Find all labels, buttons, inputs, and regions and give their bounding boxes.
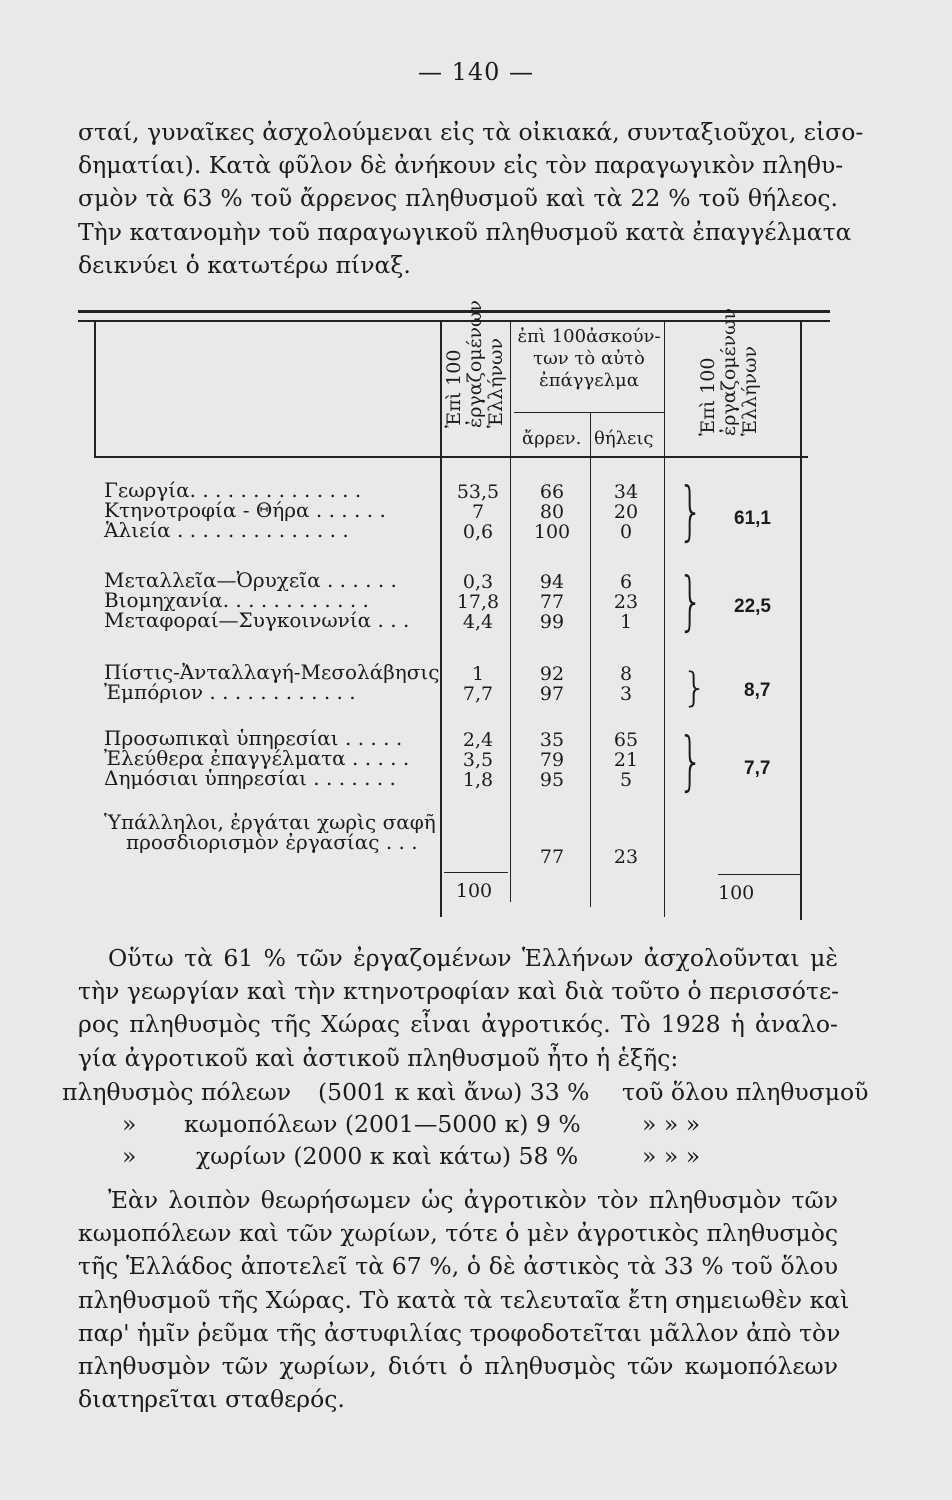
cell-value: 94 <box>539 571 565 593</box>
text-line: πληθυσμοῦ τῆς Χώρας. Τὸ κατὰ τὰ τελευταῖα ἔτη σημειωθὲν καὶ <box>78 1285 850 1314</box>
male-col-group-4 <box>522 730 582 790</box>
male-col-group-2 <box>522 572 582 632</box>
male-col-group-3 <box>522 664 582 704</box>
pct-col-group-3 <box>448 664 508 704</box>
group-grand-total: 100 <box>718 882 755 904</box>
breakdown-suffix: τοῦ ὅλου πληθυσμοῦ <box>622 1078 869 1106</box>
breakdown-label: πληθυσμὸς πόλεων <box>62 1078 292 1106</box>
header-line: Ἐπὶ 100 <box>443 349 465 428</box>
cell-value: 23 <box>613 591 639 613</box>
cell-value: 35 <box>539 729 565 751</box>
breakdown-row <box>62 1076 869 1108</box>
header-line: Ἑλλήνων <box>485 337 507 428</box>
cell-value: 4,4 <box>462 611 494 633</box>
group-total: 22,5 <box>734 596 771 617</box>
pct-col-group-2 <box>448 572 508 632</box>
cell-value: 21 <box>613 749 639 771</box>
cell-value: 6 <box>619 571 633 593</box>
header-line: ἐργαζομένων <box>464 299 486 428</box>
cell-value: 79 <box>539 749 565 771</box>
cell-value: 7,7 <box>462 683 494 705</box>
table-row: Γεωργία. . . . . . . . . . . . . . <box>104 478 362 502</box>
table-row: Μεταλλεῖα—Ὀρυχεῖα . . . . . . <box>104 568 397 592</box>
cell-value: 0,6 <box>462 521 494 543</box>
female-col-group-4 <box>596 730 656 790</box>
header-female: θήλεις <box>594 428 654 449</box>
cell-value: 8 <box>619 663 633 685</box>
row-names-group-1 <box>104 480 386 540</box>
header-group-label <box>698 308 761 436</box>
row-names-group-3 <box>104 662 439 702</box>
text-line: γία ἀγροτικοῦ καὶ ἀστικοῦ πληθυσμοῦ ἦτο ἡ ἑξῆς: <box>78 1043 679 1072</box>
row-names-group-4 <box>104 728 409 788</box>
pct-total: 100 <box>455 880 493 902</box>
column-divider <box>664 322 665 917</box>
group-total-rule <box>718 874 800 875</box>
cell-value: 80 <box>539 501 565 523</box>
table-right-border <box>800 322 802 920</box>
header-line: Ἑλλήνων <box>739 345 761 436</box>
header-line: των τὸ αὐτὸ <box>533 348 645 369</box>
group-total: 7,7 <box>744 758 771 779</box>
group-brace: } <box>678 565 704 639</box>
breakdown-value: χωρίων (2000 κ καὶ κάτω) 58 % <box>196 1142 579 1170</box>
female-col-group-3 <box>596 664 656 704</box>
breakdown-value: κωμοπόλεων (2001—5000 κ) 9 % <box>184 1110 581 1138</box>
cell-value: 97 <box>539 683 565 705</box>
cell-value: 3 <box>619 683 633 705</box>
population-breakdown <box>62 1076 869 1172</box>
cell-value: 17,8 <box>456 591 500 613</box>
occupation-table <box>78 300 838 925</box>
male-col-group-1 <box>522 482 582 542</box>
text-line: διατηρεῖται σταθερός. <box>78 1385 345 1414</box>
header-line: ἐπὶ 100ἀσκούν- <box>517 326 661 347</box>
cell-value: 77 <box>539 846 565 868</box>
female-col-group-2 <box>596 572 656 632</box>
table-row: προσδιορισμὸν ἐργασίας . . . <box>126 830 418 854</box>
cell-value: 7 <box>471 501 485 523</box>
breakdown-suffix: » » » <box>642 1110 701 1138</box>
row-names-group-5 <box>104 812 436 852</box>
text-line: κωμοπόλεων καὶ τῶν χωρίων, τότε ὁ μὲν ἀγροτικὸς πληθυσμὸς <box>78 1219 838 1248</box>
table-row: Πίστις-Ἀνταλλαγή-Μεσολάβησις <box>104 660 440 684</box>
cell-value: 100 <box>533 521 571 543</box>
cell-value: 77 <box>539 591 565 613</box>
text-line: δηματίαι). Κατὰ φῦλον δὲ ἀνήκουν εἰς τὸν παραγωγικὸν πληθυ- <box>78 151 844 180</box>
gender-subheader-rule <box>514 412 664 413</box>
cell-value: 0,3 <box>462 571 494 593</box>
pct-col-group-1 <box>448 482 508 542</box>
cell-value: 65 <box>613 729 639 751</box>
body-paragraph <box>78 942 838 1075</box>
header-gender-label <box>514 326 664 392</box>
pct-col-group-4 <box>448 730 508 790</box>
breakdown-value: (5001 κ καὶ ἄνω) 33 % <box>318 1078 590 1106</box>
page-number: — 140 — <box>417 58 535 86</box>
cell-value: 5 <box>619 769 633 791</box>
table-row: Ἐμπόριον . . . . . . . . . . . . <box>104 680 356 704</box>
text-line: Οὕτω τὰ 61 % τῶν ἐργαζομένων Ἑλλήνων ἀσχολοῦνται μὲ <box>108 944 838 972</box>
column-divider <box>510 322 511 902</box>
cell-value: 2,4 <box>462 729 494 751</box>
text-line: Τὴν κατανομὴν τοῦ παραγωγικοῦ πληθυσμοῦ κατὰ ἐπαγγέλματα <box>78 217 852 246</box>
text-line: σταί, γυναῖκες ἀσχολούμεναι εἰς τὰ οἰκιακά, συνταξιοῦχοι, εἰσο- <box>78 118 864 146</box>
column-divider <box>440 322 442 917</box>
text-line: ρος πληθυσμὸς τῆς Χώρας εἶναι ἀγροτικός. Τὸ 1928 ἡ ἀναλο- <box>78 1010 838 1039</box>
text-line: παρ' ἡμῖν ῥεῦμα τῆς ἀστυφιλίας τροφοδοτεῖται μᾶλλον ἀπὸ τὸν <box>78 1318 841 1347</box>
cell-value: 20 <box>613 501 639 523</box>
table-left-border <box>94 322 96 456</box>
breakdown-suffix: » » » <box>642 1142 701 1170</box>
header-line: Ἐπὶ 100 <box>697 357 719 436</box>
cell-value: 3,5 <box>462 749 494 771</box>
female-col-group-1 <box>596 482 656 542</box>
table-row: Ἐλεύθερα ἐπαγγέλματα . . . . . <box>104 746 410 770</box>
cell-value: 53,5 <box>456 481 500 503</box>
intro-paragraph <box>78 116 864 282</box>
column-divider <box>590 412 591 907</box>
breakdown-row <box>62 1140 842 1172</box>
table-row: Μεταφοραί—Συγκοινωνία . . . <box>104 608 410 632</box>
cell-value: 99 <box>539 611 565 633</box>
group-brace: } <box>682 665 708 711</box>
cell-value: 1,8 <box>462 769 494 791</box>
group-total: 8,7 <box>744 680 771 701</box>
text-line: σμὸν τὰ 63 % τοῦ ἄρρενος πληθυσμοῦ καὶ τὰ 22 % τοῦ θήλεος. <box>78 184 838 213</box>
group-brace: } <box>678 725 704 799</box>
header-line: ἐπάγγελμα <box>539 370 639 391</box>
cell-value: 1 <box>619 611 633 633</box>
cell-value: 1 <box>471 663 485 685</box>
text-line: πληθυσμὸν τῶν χωρίων, διότι ὁ πληθυσμὸς τῶν κωμοπόλεων <box>78 1352 838 1381</box>
header-line: ἐργαζομένων <box>718 307 740 436</box>
final-paragraph <box>78 1184 850 1416</box>
breakdown-label: » <box>122 1142 137 1170</box>
table-row: Προσωπικαὶ ὑπηρεσίαι . . . . . <box>104 726 403 750</box>
group-total: 61,1 <box>734 508 771 529</box>
breakdown-label: » <box>122 1110 137 1138</box>
header-male: ἄρρεν. <box>522 428 582 449</box>
text-line: τῆς Ἑλλάδος ἀποτελεῖ τὰ 67 %, ὁ δὲ ἀστικὸς τὰ 33 % τοῦ ὅλου <box>78 1252 838 1281</box>
pct-total-rule <box>444 872 508 873</box>
group-brace: } <box>678 475 704 549</box>
cell-value: 34 <box>613 481 639 503</box>
header-pct-label <box>444 300 507 428</box>
table-row: Βιομηχανία. . . . . . . . . . . . <box>104 588 369 612</box>
cell-value: 23 <box>613 846 639 868</box>
cell-value: 66 <box>539 481 565 503</box>
table-row: Κτηνοτροφία - Θήρα . . . . . . <box>104 498 386 522</box>
cell-value: 95 <box>539 769 565 791</box>
breakdown-row <box>62 1108 842 1140</box>
cell-value: 0 <box>619 521 633 543</box>
text-line: δεικνύει ὁ κατωτέρω πίναξ. <box>78 250 411 279</box>
text-line: τὴν γεωργίαν καὶ τὴν κτηνοτροφίαν καὶ διὰ τοῦτο ὁ περισσότε- <box>78 977 840 1006</box>
header-bottom-rule <box>94 456 808 458</box>
table-row: Δημόσιαι ὑπηρεσίαι . . . . . . . <box>104 766 396 790</box>
row-names-group-2 <box>104 570 409 630</box>
table-row: Ὑπάλληλοι, ἐργάται χωρὶς σαφῆ <box>104 810 436 834</box>
table-row: Ἁλιεία . . . . . . . . . . . . . . <box>104 518 349 542</box>
cell-value: 92 <box>539 663 565 685</box>
text-line: Ἐὰν λοιπὸν θεωρήσωμεν ὡς ἀγροτικὸν τὸν πληθυσμὸν τῶν <box>108 1186 838 1214</box>
